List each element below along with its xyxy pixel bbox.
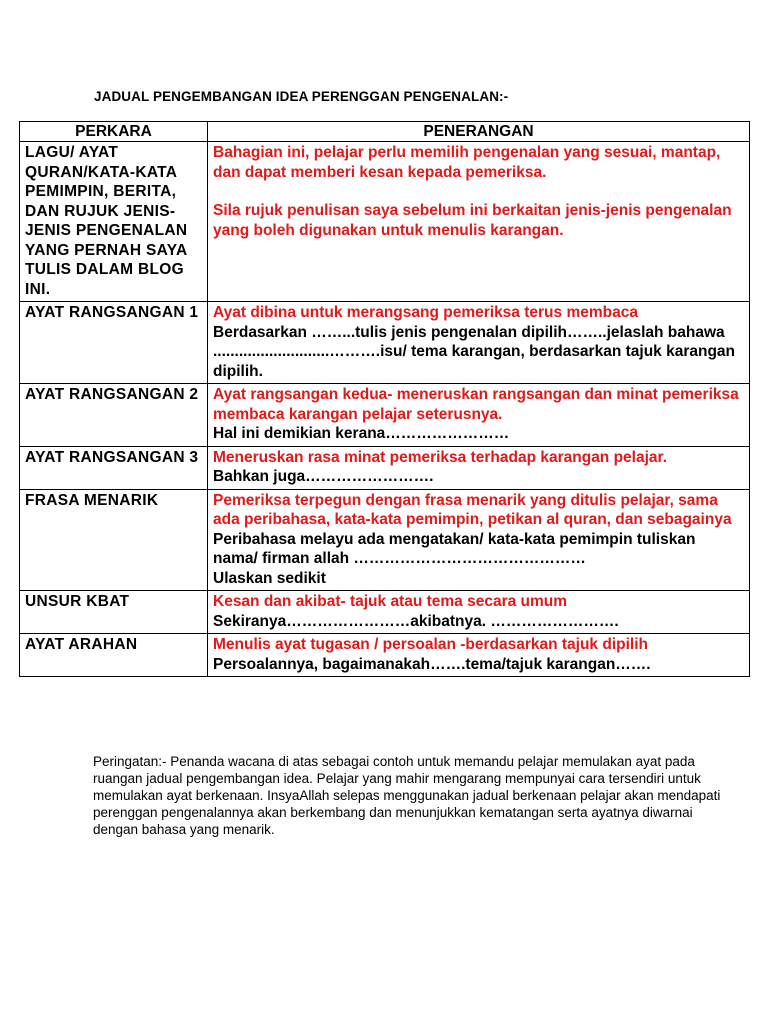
row-item: LAGU/ AYAT QURAN/KATA-KATA PEMIMPIN, BERITA, DAN RUJUK JENIS-JENIS PENGENALAN YANG PERNAH SAYA TULIS DALAM BLOG INI. [20,142,208,302]
description-red-text: Ayat dibina untuk merangsang pemeriksa terus membaca [213,304,638,321]
row-description [208,489,750,591]
description-red-text: Bahagian ini, pelajar perlu memilih pengenalan yang sesuai, mantap, dan dapat memberi kesan kepada pemeriksa. [213,144,721,181]
row-item: AYAT RANGSANGAN 2 [20,384,208,447]
description-black-text: Hal ini demikian kerana…………………… [213,425,510,442]
description-red-text: Kesan dan akibat- tajuk atau tema secara umum [213,593,568,610]
table-header-row [20,122,750,142]
row-description [208,591,750,634]
row-description [208,142,750,302]
description-black-text: Peribahasa melayu ada mengatakan/ kata-kata pemimpin tuliskan nama/ firman allah ……………………………………… [213,530,696,567]
row-item: AYAT RANGSANGAN 1 [20,302,208,384]
header-perkara: PERKARA [20,122,208,142]
description-red-text: Meneruskan rasa minat pemeriksa terhadap karangan pelajar. [213,448,668,466]
description-black-text: Berdasarkan ……...tulis jenis pengenalan dipilih……..jelaslah bahawa ...........................……….isu/ tema karangan, berdasarkan tajuk karangan dipilih. [213,323,736,380]
row-description [208,446,750,489]
table-row [20,634,750,677]
reminder-note: Peringatan:- Penanda wacana di atas sebagai contoh untuk memandu pelajar memulakan ayat pada ruangan jadual pengembangan idea. Pelajar yang mahir mengarang mempunyai cara tersendiri untuk memulakan ayat berkenaan. InsyaAllah selepas menggunakan jadual berkenaan pelajar akan mendapati perenggan pengenalannya akan berkembang dan menunjukkan kematangan serta ayatnya diwarnai dengan bahasa yang menarik. [93,754,721,837]
description-red-text: Pemeriksa terpegun dengan frasa menarik yang ditulis pelajar, sama ada peribahasa, kata-kata pemimpin, petikan al quran, dan sebagainya [213,491,732,528]
table-row [20,142,750,302]
row-item: UNSUR KBAT [20,591,208,634]
row-item: AYAT ARAHAN [20,634,208,677]
description-black-text: Persoalannya, bagaimanakah…….tema/tajuk karangan……. [213,655,651,673]
row-item: FRASA MENARIK [20,489,208,591]
description-black-text: Bahkan juga……………………. [213,468,434,485]
description-red-text: Menulis ayat tugasan / persoalan -berdasarkan tajuk dipilih [213,636,648,653]
row-item: AYAT RANGSANGAN 3 [20,446,208,489]
document-title: JADUAL PENGEMBANGAN IDEA PERENGGAN PENGENALAN:- [94,89,509,104]
table-row [20,489,750,591]
header-penerangan: PENERANGAN [208,122,750,142]
table-row [20,302,750,384]
table-row [20,446,750,489]
description-black-text: Ulaskan sedikit [213,569,326,587]
description-black-text: Sekiranya……………………akibatnya. ……………………. [213,612,619,630]
idea-development-table [19,121,750,677]
row-description [208,384,750,447]
table-row [20,384,750,447]
description-red-text: Sila rujuk penulisan saya sebelum ini berkaitan jenis-jenis pengenalan yang boleh digunakan untuk menulis karangan. [213,202,732,239]
table-row [20,591,750,634]
row-description [208,302,750,384]
description-red-text: Ayat rangsangan kedua- meneruskan rangsangan dan minat pemeriksa membaca karangan pelajar seterusnya. [213,386,739,423]
row-description [208,634,750,677]
